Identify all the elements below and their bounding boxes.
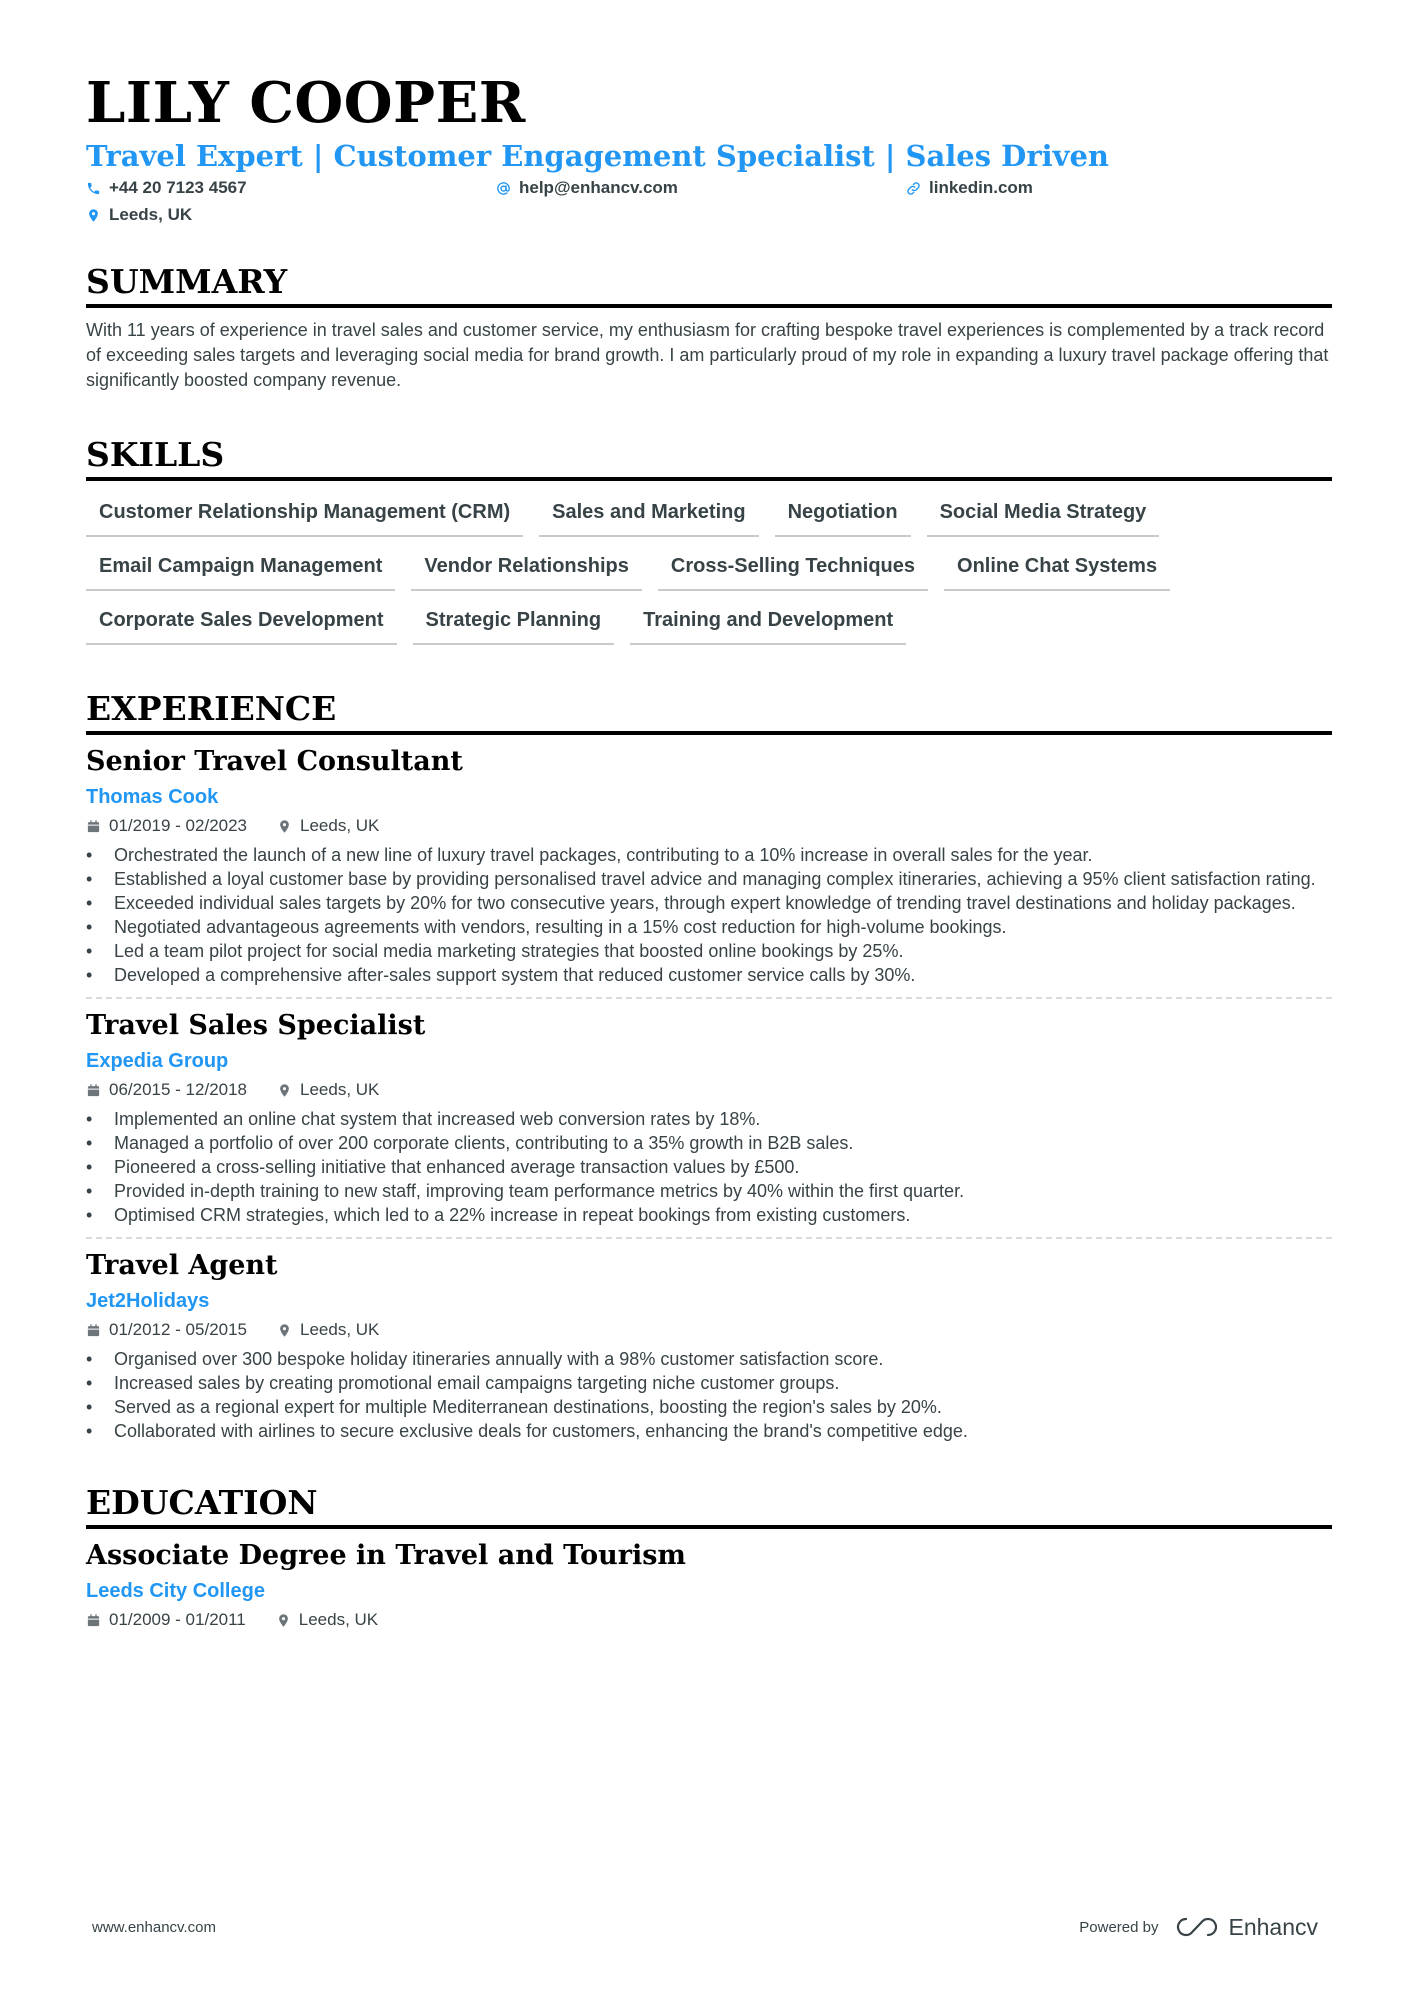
- linkedin-text: linkedin.com: [929, 178, 1033, 197]
- calendar-icon: [86, 1083, 101, 1098]
- job-location: [277, 1077, 379, 1103]
- job-dates: [86, 1077, 247, 1103]
- bullet-item: • Orchestrated the launch of a new line of luxury travel packages, contributing to a 10% increase in overall sales for the year.: [86, 843, 1332, 867]
- bullet-item: • Collaborated with airlines to secure exclusive deals for customers, enhancing the brand's competitive edge.: [86, 1419, 1332, 1443]
- enhancv-logo-icon: [1174, 1915, 1220, 1939]
- company-name: Expedia Group: [86, 1050, 229, 1072]
- bullet-item: • Managed a portfolio of over 200 corporate clients, contributing to a 35% growth in B2B sales.: [86, 1131, 1332, 1155]
- calendar-icon: [86, 819, 101, 834]
- skill-tag: Online Chat Systems: [944, 545, 1170, 591]
- bullet-item: • Established a loyal customer base by providing personalised travel advice and managing complex itineraries, achieving a 95% client satisfaction rating.: [86, 867, 1332, 891]
- education-meta: [86, 1607, 1332, 1633]
- bullet-item: • Negotiated advantageous agreements with vendors, resulting in a 15% cost reduction for high-volume bookings.: [86, 915, 1332, 939]
- summary-text: With 11 years of experience in travel sales and customer service, my enthusiasm for crafting bespoke travel experiences is complemented by a track record of exceeding sales targets and leveraging social media for brand growth. I am particularly proud of my role in expanding a luxury travel package offering that significantly boosted company revenue.: [86, 320, 1329, 390]
- job-dates: [86, 1317, 247, 1343]
- dates-text: 01/2019 - 02/2023: [109, 816, 248, 835]
- skill-tag: Social Media Strategy: [927, 491, 1160, 537]
- calendar-icon: [86, 1613, 101, 1628]
- email-text: help@enhancv.com: [519, 178, 678, 197]
- job-meta: [86, 1317, 1332, 1343]
- company-name: Jet2Holidays: [86, 1290, 210, 1312]
- at-icon: [496, 181, 511, 196]
- contact-phone[interactable]: [86, 178, 247, 198]
- location-text: Leeds, UK: [298, 1610, 379, 1629]
- location-text: Leeds, UK: [300, 1080, 380, 1099]
- education-title: EDUCATION: [86, 1483, 1332, 1529]
- contact-location: [86, 205, 192, 225]
- job-meta: [86, 813, 1332, 839]
- skill-tag: Vendor Relationships: [411, 545, 641, 591]
- bullet-item: • Increased sales by creating promotional email campaigns targeting niche customer groups.: [86, 1371, 1332, 1395]
- footer: [92, 1912, 1318, 1942]
- skills-section: [86, 435, 1332, 653]
- contact-info: [86, 178, 1332, 234]
- company-name: Thomas Cook: [86, 786, 219, 808]
- skill-tag: Strategic Planning: [413, 599, 615, 645]
- job-meta: [86, 1077, 1332, 1103]
- job-title: Senior Travel Consultant: [86, 746, 463, 777]
- location-text: Leeds, UK: [109, 205, 193, 224]
- brand-name: Enhancv: [1228, 1913, 1318, 1940]
- summary-title: SUMMARY: [86, 262, 1332, 308]
- experience-section: [86, 689, 1332, 1453]
- bullet-item: • Optimised CRM strategies, which led to a 22% increase in repeat bookings from existing customers.: [86, 1203, 1332, 1227]
- link-icon: [906, 181, 921, 196]
- phone-text: +44 20 7123 4567: [109, 178, 247, 197]
- headline: Travel Expert | Customer Engagement Specialist | Sales Driven: [86, 139, 1110, 173]
- experience-title: EXPERIENCE: [86, 689, 1332, 735]
- bullet-item: • Organised over 300 bespoke holiday itineraries annually with a 98% customer satisfaction score.: [86, 1347, 1332, 1371]
- job-dates: [86, 813, 247, 839]
- location-pin-icon: [86, 208, 101, 223]
- phone-icon: [86, 181, 101, 196]
- education-dates: [86, 1607, 246, 1633]
- skill-tag: Cross-Selling Techniques: [658, 545, 928, 591]
- skill-tag: Customer Relationship Management (CRM): [86, 491, 523, 537]
- education-section: [86, 1483, 1332, 1643]
- bullet-item: • Pioneered a cross-selling initiative that enhanced average transaction values by £500.: [86, 1155, 1332, 1179]
- resume-page: [86, 70, 1332, 1643]
- enhancv-logo[interactable]: [1174, 1914, 1318, 1941]
- powered-by-label: Powered by: [1079, 1918, 1159, 1936]
- location-pin-icon: [276, 1613, 291, 1628]
- bullet-item: • Implemented an online chat system that increased web conversion rates by 18%.: [86, 1107, 1332, 1131]
- dates-text: 01/2009 - 01/2011: [109, 1610, 246, 1629]
- skill-tag: Sales and Marketing: [539, 491, 758, 537]
- location-pin-icon: [277, 819, 292, 834]
- skill-tag: Negotiation: [775, 491, 911, 537]
- job-entry: [86, 999, 1332, 1239]
- bullet-item: • Exceeded individual sales targets by 20% for two consecutive years, through expert knowledge of trending travel destinations and holiday packages.: [86, 891, 1332, 915]
- job-entry: [86, 1239, 1332, 1453]
- skills-title: SKILLS: [86, 435, 1332, 481]
- education-location: [276, 1607, 378, 1633]
- skill-tag: Email Campaign Management: [86, 545, 395, 591]
- job-location: [277, 813, 379, 839]
- dates-text: 06/2015 - 12/2018: [109, 1080, 248, 1099]
- calendar-icon: [86, 1323, 101, 1338]
- job-bullets: [86, 843, 1332, 987]
- job-title: Travel Agent: [86, 1250, 278, 1281]
- job-title: Travel Sales Specialist: [86, 1010, 426, 1041]
- dates-text: 01/2012 - 05/2015: [109, 1320, 248, 1339]
- bullet-item: • Provided in-depth training to new staff, improving team performance metrics by 40% within the first quarter.: [86, 1179, 1332, 1203]
- location-text: Leeds, UK: [300, 1320, 380, 1339]
- footer-url[interactable]: www.enhancv.com: [92, 1918, 216, 1936]
- powered-by: [1079, 1914, 1318, 1941]
- location-pin-icon: [277, 1323, 292, 1338]
- job-bullets: [86, 1347, 1332, 1443]
- contact-linkedin[interactable]: [906, 178, 1033, 198]
- job-entry: [86, 735, 1332, 999]
- bullet-item: • Served as a regional expert for multiple Mediterranean destinations, boosting the region's sales by 20%.: [86, 1395, 1332, 1419]
- location-text: Leeds, UK: [300, 816, 380, 835]
- summary-section: [86, 262, 1332, 393]
- school-name: Leeds City College: [86, 1580, 265, 1602]
- job-location: [277, 1317, 379, 1343]
- candidate-name: LILY COOPER: [86, 70, 526, 136]
- skill-tag: Corporate Sales Development: [86, 599, 397, 645]
- skill-tag: Training and Development: [630, 599, 906, 645]
- location-pin-icon: [277, 1083, 292, 1098]
- contact-email[interactable]: [496, 178, 678, 198]
- job-bullets: [86, 1107, 1332, 1227]
- bullet-item: • Led a team pilot project for social media marketing strategies that boosted online bookings by 25%.: [86, 939, 1332, 963]
- degree-title: Associate Degree in Travel and Tourism: [86, 1540, 686, 1571]
- education-entry: [86, 1529, 1332, 1643]
- skills-list: [86, 491, 1332, 653]
- bullet-item: • Developed a comprehensive after-sales support system that reduced customer service calls by 30%.: [86, 963, 1332, 987]
